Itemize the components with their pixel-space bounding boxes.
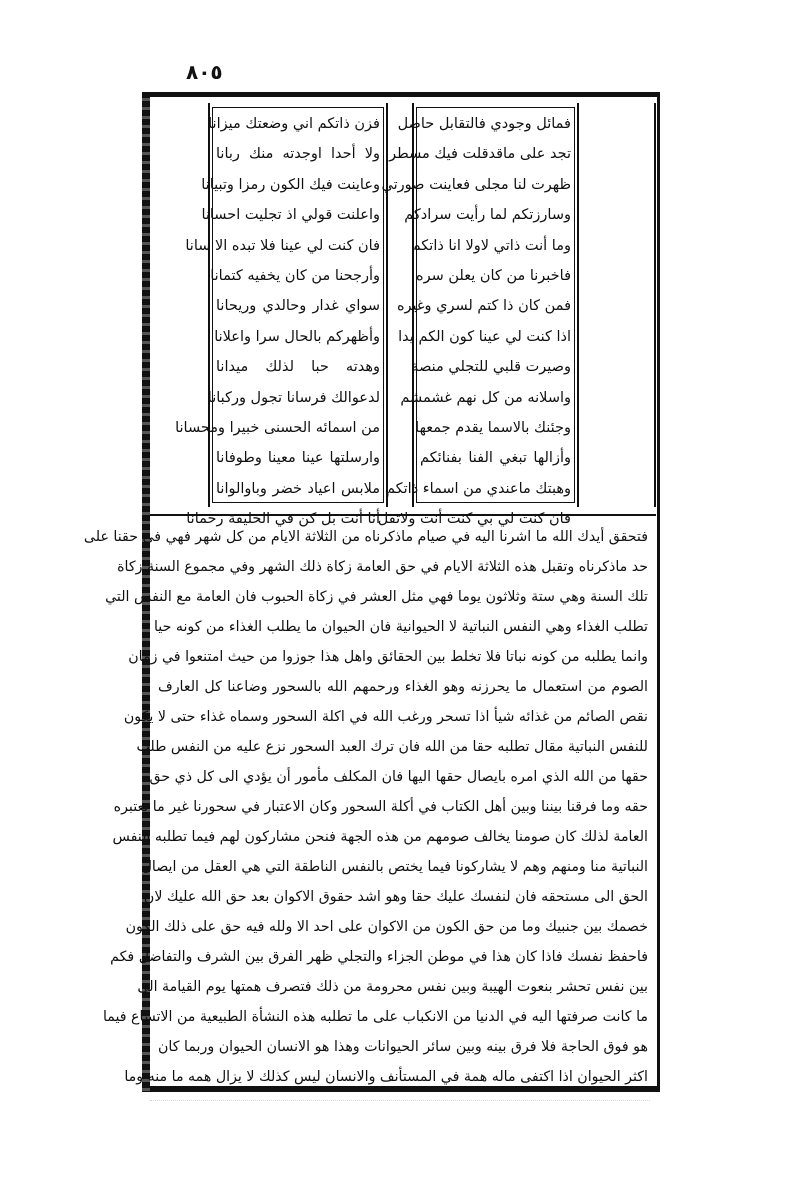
verse-line: وجئنك بالاسما يقدم جمعها xyxy=(415,420,571,437)
verse-line: فمن كان ذا كتم لسري وغيره xyxy=(396,298,571,315)
verse-column-right xyxy=(377,103,579,528)
verse-column-left xyxy=(175,103,388,528)
prose-line: بين نفس تحشر بنعوت الهيبة وبين نفس محرومة من ذلك فتصرف همتها يوم القيامة الى xyxy=(137,979,648,995)
verse-line: ملابس اعياد خضر وباوالوانا xyxy=(216,480,380,497)
verse-right-rule xyxy=(654,103,656,507)
prose-line: تطلب الغذاء وهي النفس النباتية لا الحيوانية فان الحيوان ما يطلب الغذاء من كونه حيا xyxy=(153,619,648,635)
verse-line: من اسمائه الحسنى خبيرا ومحسانا xyxy=(175,420,380,437)
prose-line: هو فوق الحاجة فلا فرق بينه وبين سائر الحيوانات وهذا هو الانسان الحيوان وربما كان xyxy=(158,1039,648,1055)
verse-line: فاخبرنا من كان يعلن سره xyxy=(416,268,571,285)
prose-line: ما كانت صرفتها اليه في الدنيا من الانكباب على ما تطلبه هذه النشأة الطبيعية من الاتساع فيما xyxy=(102,1009,648,1025)
verse-line: فان كنت لي بي كنت أنت ولاتقل xyxy=(377,511,571,528)
verse-line: وأرجحنا من كان يخفيه كتمانا xyxy=(210,268,380,285)
verse-line: وهبتك ماعندي من اسماء ذاتكم xyxy=(385,480,571,497)
prose-section xyxy=(83,514,656,1085)
verse-line: وارسلتها عينا معينا وطوفانا xyxy=(216,450,380,467)
prose-line: نقص الصائم من غذائه شيأ اذا تسحر ورغب الله في اكلة السحور وسماه غذاء حتى لا يكون xyxy=(123,709,648,725)
verse-line: وهدته حبا لذلك ميدانا xyxy=(216,359,380,376)
prose-line: فتحقق أيدك الله ما اشرنا اليه في صيام ماذكرناه من الثلاثة الايام من كل شهر فهي في حقنا على xyxy=(83,529,648,545)
page-number: ٨٠٥ xyxy=(186,60,223,84)
verse-line: ولا أحدا اوجدته منك ربانا xyxy=(216,146,380,163)
verse-line: وأظهركم بالحال سرا واعلانا xyxy=(214,328,380,345)
prose-line: خصمك بين جنبيك وما من حق الكون من الاكوان على احد الا ولله فيه حق على ذلك الكون xyxy=(125,919,648,935)
verse-line: فان كنت لي عينا فلا تبده الا سانا xyxy=(185,237,380,254)
verse-line: واسلانه من كل نهم غشمشم xyxy=(400,389,571,406)
verse-line: وأزالها تبغي الفنا بفنائكم xyxy=(420,450,571,467)
verse-line: اذا كنت لي عينا كون الكم يدا xyxy=(398,328,571,345)
prose-line: للنفس النباتية مقال تطلبه حقا من الله فان ترك العبد السحور نزع عليه من النفس طلب xyxy=(136,739,648,755)
verse-line: سواي غدار وحالدي وريحانا xyxy=(216,298,380,315)
verse-line: تجد على ماقدقلت فيك مسطرا xyxy=(385,146,571,163)
prose-line: وانما يطلبه من كونه نباتا فلا تخلط بين الحقائق واهل هذا جوزوا من حيث امتنعوا في زمان xyxy=(128,649,648,665)
verse-line: ظهرت لنا مجلى فعاينت صورتي xyxy=(381,176,571,193)
verse-line: وسارزتكم لما رأيت سرادكم xyxy=(404,207,571,224)
prose-line: حقه وما فرقنا بيننا وبين أهل الكتاب في أكلة السحور وكان الاعتبار في سحورنا غير ما تعتبره xyxy=(113,799,648,815)
page-edge-dots xyxy=(150,1100,650,1111)
prose-line: فاحفظ نفسك فاذا كان هذا في موطن الجزاء والتجلي ظهر الفرق بين الشرف والتفاضل فكم xyxy=(110,949,648,965)
prose-line: الحق الى مستحقه فان لنفسك عليك حقا وهو اشد حقوق الاكوان بعد حق الله عليك لان xyxy=(143,889,648,905)
prose-line: حقها من الله الذي امره بايصال حقها اليها فان المكلف مأمور أن يؤدي الى كل ذي حق xyxy=(149,769,648,785)
prose-line: اكثر الحيوان اذا اكتفى ماله همة في المستأنف والانسان ليس كذلك لا يزال همه ما منه وما xyxy=(124,1069,648,1085)
verse-section xyxy=(150,97,656,528)
verse-line: واعلنت قولي اذ تجليت احسانا xyxy=(201,207,380,224)
verse-line: لدعوالك فرسانا تجول وركبانا xyxy=(207,389,380,406)
prose-line: الصوم من استعمال ما يحرزنه وهو الغذاء ورحمهم الله بالسحور وضاعنا كل العارف xyxy=(158,679,648,695)
prose-line: النباتية منا ومنهم وهم لا يشاركونا فيما يختص بالنفس الناطقة التي هي العقل من ايصال xyxy=(141,859,648,875)
verse-line: أنا أنت بل كن في الخليقة رحمانا xyxy=(186,511,380,528)
verse-line: فزن ذاتكم اني وضعتك ميزانا xyxy=(208,116,380,132)
prose-line: العامة لذلك كان صومنا يخالف صومهم من هذه الجهة فنحن مشاركون لهم فيما تطلبه النفس xyxy=(112,829,648,845)
verse-line: وما أنت ذاتي لاولا انا ذاتكم xyxy=(411,237,571,254)
verse-line: وصيرت قلبي للتجلي منصة xyxy=(411,359,571,376)
verse-line: فمائل وجودي فالتقابل حاصل xyxy=(397,116,571,132)
verse-line: وعاينت فيك الكون رمزا وتبيانا xyxy=(201,176,380,193)
prose-line: حد ماذكرناه وتقبل هذه الثلاثة الايام في حق العامة زكاة ذلك الشهر وفي مجموع السنة زكاة xyxy=(117,559,648,575)
prose-line: تلك السنة وهي ستة وثلاثون يوما فهي مثل العشر في زكاة الحبوب فان العامة مع النفس التي xyxy=(105,589,648,605)
